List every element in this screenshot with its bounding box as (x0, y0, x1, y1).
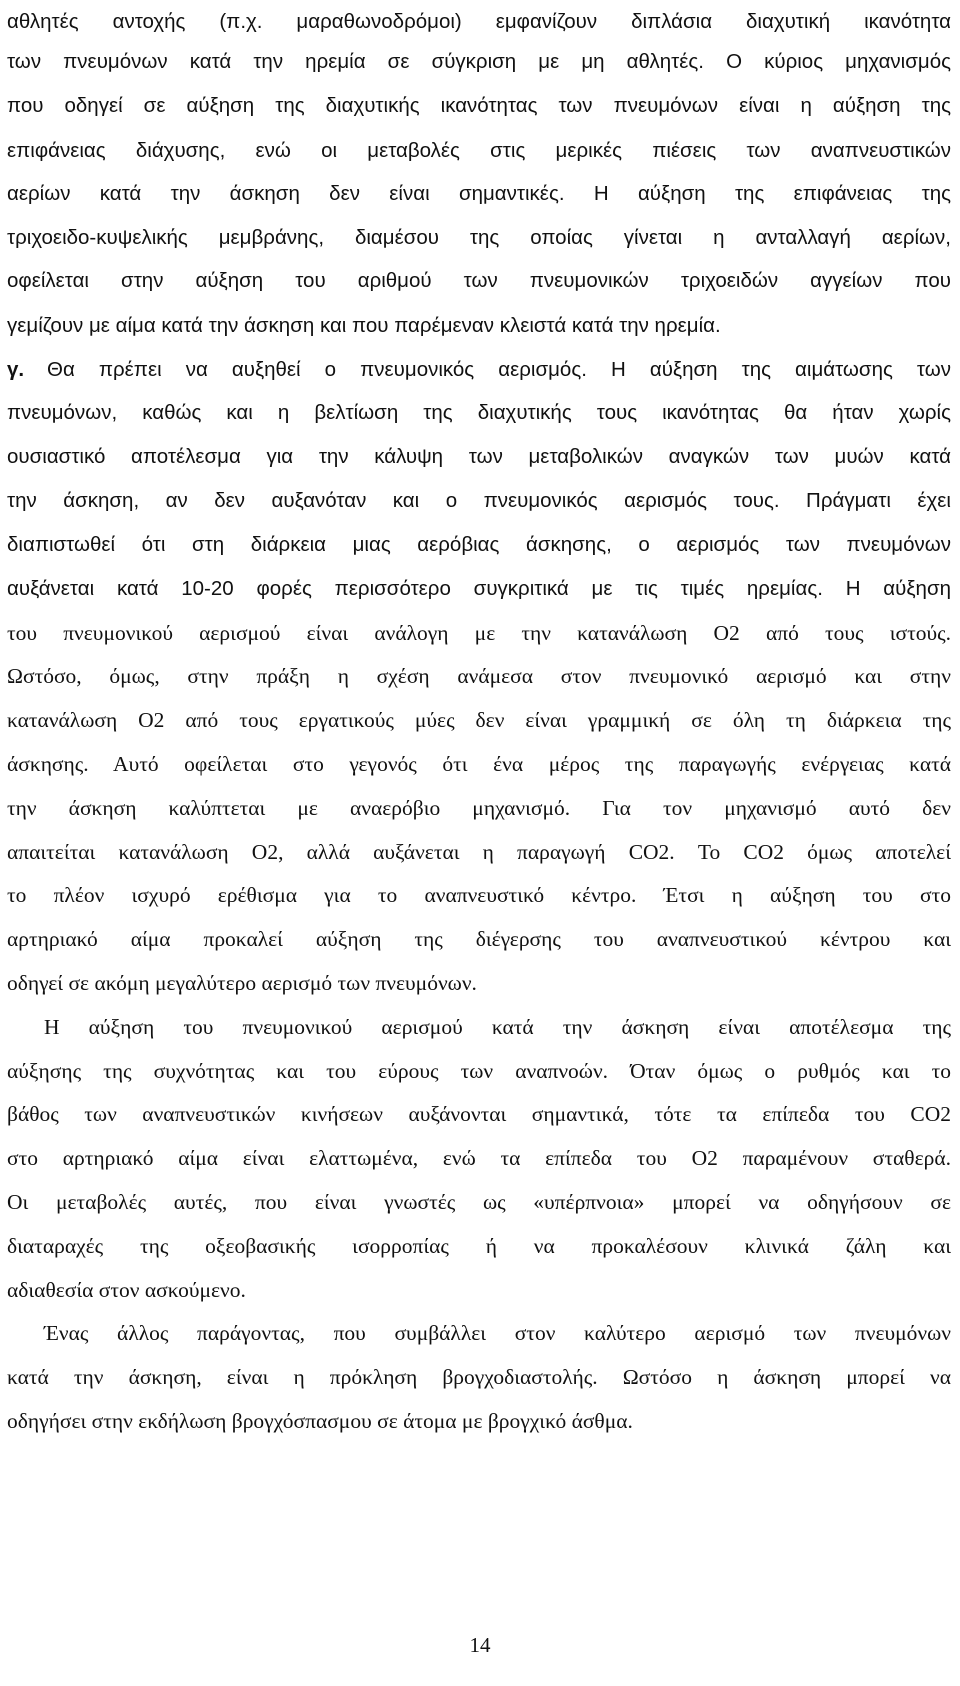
text-line: την άσκηση καλύπτεται με αναερόβιο μηχανισμό. Για τον μηχανισμό αυτό δεν (7, 796, 951, 820)
text-line: κατά την άσκηση, είναι η πρόκληση βρογχοδιαστολής. Ωστόσο η άσκηση μπορεί να (7, 1365, 951, 1389)
text-line: που οδηγεί σε αύξηση της διαχυτικής ικανότητας των πνευμόνων είναι η αύξηση της (7, 94, 951, 117)
text-line: οδηγεί σε ακόμη μεγαλύτερο αερισμό των πνευμόνων. (7, 971, 477, 995)
text-line: Οι μεταβολές αυτές, που είναι γνωστές ως «υπέρπνοια» μπορεί να οδηγήσουν σε (7, 1190, 951, 1214)
text-line: οφείλεται στην αύξηση του αριθμού των πνευμονικών τριχοειδών αγγείων που (7, 269, 951, 292)
text-line: την άσκηση, αν δεν αυξανόταν και ο πνευμονικός αερισμός τους. Πράγματι έχει (7, 489, 951, 512)
text-line: το πλέον ισχυρό ερέθισμα για το αναπνευστικό κέντρο. Έτσι η αύξηση του στο (7, 883, 951, 907)
text-line: άσκησης. Αυτό οφείλεται στο γεγονός ότι ένα μέρος της παραγωγής ενέργειας κατά (7, 752, 951, 776)
text-line: του πνευμονικού αερισμού είναι ανάλογη με την κατανάλωση Ο2 από τους ιστούς. (7, 621, 951, 645)
text-line: ουσιαστικό αποτέλεσμα για την κάλυψη των μεταβολικών αναγκών των μυών κατά (7, 445, 951, 468)
text-line: αυξάνεται κατά 10-20 φορές περισσότερο συγκριτικά με τις τιμές ηρεμίας. Η αύξηση (7, 577, 951, 600)
text-line: βάθος των αναπνευστικών κινήσεων αυξάνονται σημαντικά, τότε τα επίπεδα του CO2 (7, 1102, 951, 1126)
text-line: διαταραχές της οξεοβασικής ισορροπίας ή να προκαλέσουν κλινικά ζάλη και (7, 1234, 951, 1258)
text-line: πνευμόνων, καθώς και η βελτίωση της διαχυτικής τους ικανότητας θα ήταν χωρίς (7, 401, 951, 424)
text-line: αδιαθεσία στον ασκούμενο. (7, 1278, 246, 1302)
text-line: αερίων κατά την άσκηση δεν είναι σημαντικές. Η αύξηση της επιφάνειας της (7, 182, 951, 205)
page-number: 14 (469, 1633, 491, 1657)
text-line: αύξησης της συχνότητας και του εύρους των αναπνοών. Όταν όμως ο ρυθμός και το (7, 1059, 951, 1083)
text-line: Η αύξηση του πνευμονικού αερισμού κατά την άσκηση είναι αποτέλεσμα της (44, 1015, 951, 1039)
text-line: Ωστόσο, όμως, στην πράξη η σχέση ανάμεσα στον πνευμονικό αερισμό και στην (7, 664, 951, 688)
text-line: τριχοειδο-κυψελικής μεμβράνης, διαμέσου της οποίας γίνεται η ανταλλαγή αερίων, (7, 226, 951, 249)
text-line: διαπιστωθεί ότι στη διάρκεια μιας αερόβιας άσκησης, ο αερισμός των πνευμόνων (7, 533, 951, 556)
list-label: γ. (7, 358, 25, 381)
text-line: στο αρτηριακό αίμα είναι ελαττωμένα, ενώ τα επίπεδα του Ο2 παραμένουν σταθερά. (7, 1146, 951, 1170)
text-line: οδηγήσει στην εκδήλωση βρογχόσπασμου σε άτομα με βρογχικό άσθμα. (7, 1409, 633, 1433)
text-line: γεμίζουν με αίμα κατά την άσκηση και που παρέμεναν κλειστά κατά την ηρεμία. (7, 314, 721, 337)
text-line: αθλητές αντοχής (π.χ. μαραθωνοδρόμοι) εμφανίζουν διπλάσια διαχυτική ικανότητα (7, 10, 951, 33)
text-line: κατανάλωση Ο2 από τους εργατικούς μύες δεν είναι γραμμική σε όλη τη διάρκεια της (7, 708, 951, 732)
text-line: απαιτείται κατανάλωση Ο2, αλλά αυξάνεται η παραγωγή CO2. Το CO2 όμως αποτελεί (7, 840, 951, 864)
text-line: Ένας άλλος παράγοντας, που συμβάλλει στον καλύτερο αερισμό των πνευμόνων (44, 1321, 951, 1345)
text-line: αρτηριακό αίμα προκαλεί αύξηση της διέγερσης του αναπνευστικού κέντρου και (7, 927, 951, 951)
text-line: επιφάνειας διάχυσης, ενώ οι μεταβολές στις μερικές πιέσεις των αναπνευστικών (7, 139, 951, 162)
text-line: Θα πρέπει να αυξηθεί ο πνευμονικός αερισμός. Η αύξηση της αιμάτωσης των (47, 358, 951, 381)
text-line: των πνευμόνων κατά την ηρεμία σε σύγκριση με μη αθλητές. Ο κύριος μηχανισμός (7, 50, 951, 73)
